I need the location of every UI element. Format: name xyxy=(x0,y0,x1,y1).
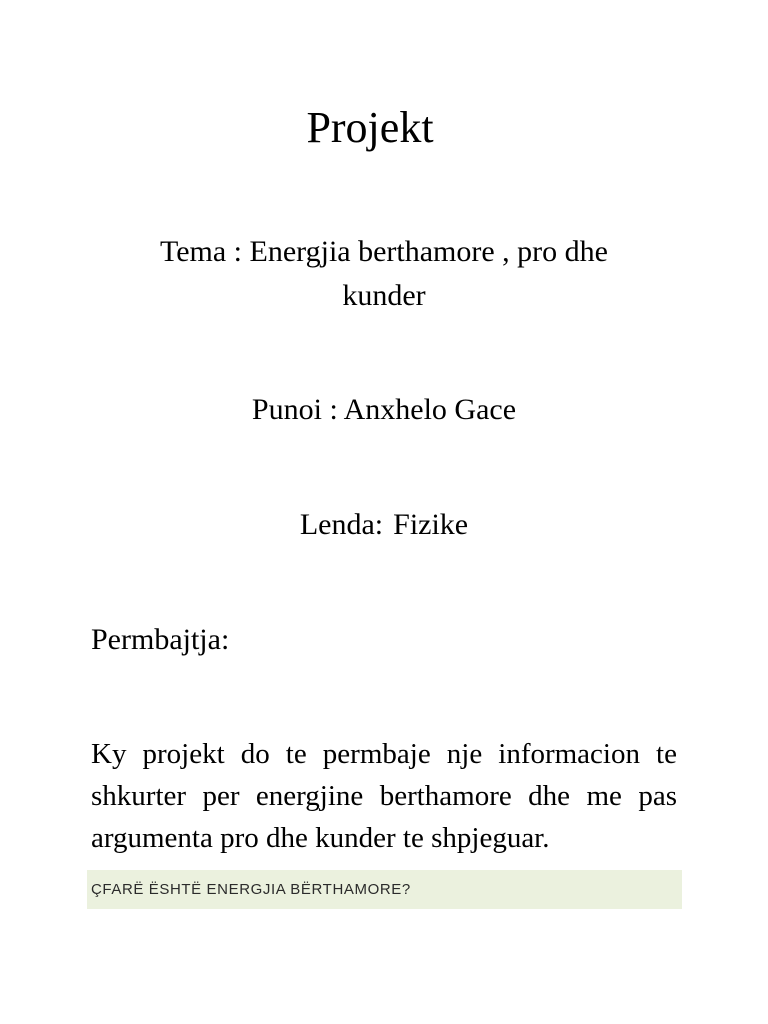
subject-value: Fizike xyxy=(393,508,469,541)
subject-label: Lenda: xyxy=(299,508,384,541)
topic-line: Tema : Energjia berthamore , pro dhe kunder xyxy=(159,235,608,312)
contents-label: Permbajtja: xyxy=(91,623,230,656)
section-heading: ÇFARË ËSHTË ENERGJIA BËRTHAMORE? xyxy=(91,881,411,898)
section-heading-band xyxy=(87,870,682,909)
subject-line xyxy=(0,505,768,545)
intro-paragraph: Ky projekt do te permbaje nje informacion te shkurter per energjine berthamore dhe me pas argumenta pro dhe kunder te shpjeguar. xyxy=(91,738,677,854)
document-title: Projekt xyxy=(306,103,434,152)
author-line: Punoi : Anxhelo Gace xyxy=(251,393,517,426)
